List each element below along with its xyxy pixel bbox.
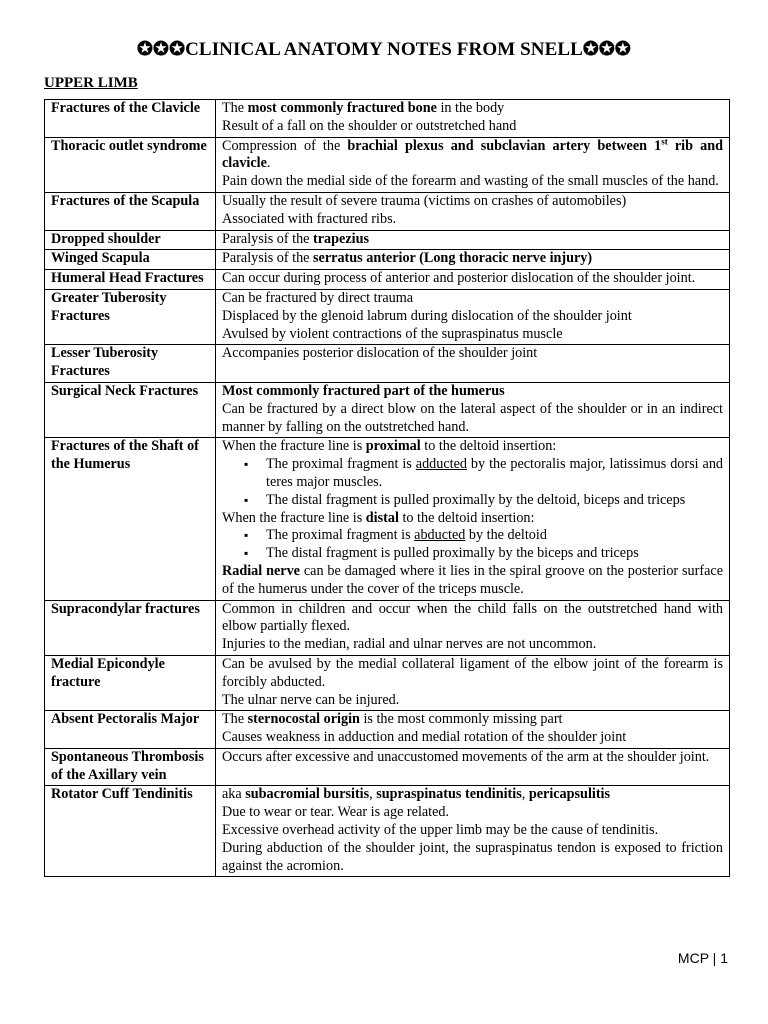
row-description <box>216 289 730 344</box>
text-segment: Paralysis of the <box>222 250 314 267</box>
text-segment: to the deltoid insertion: <box>398 509 535 526</box>
description-line <box>222 290 723 308</box>
footer-separator: | <box>712 950 717 966</box>
text-segment: The <box>222 711 248 728</box>
row-term: Fractures of the Shaft of the Humerus <box>45 438 216 600</box>
text-segment: Can occur during process of anterior and posterior dislocation of the shoulder joint. <box>222 270 696 287</box>
table-row <box>45 250 730 270</box>
description-line <box>222 100 723 118</box>
text-segment: Can be fractured by a direct blow on the lateral aspect of the shoulder or in an indirect manner by falling on the outstretched hand. <box>222 400 723 435</box>
description-line <box>222 636 723 654</box>
text-segment: When the fracture line is <box>222 438 366 455</box>
title-text: CLINICAL ANATOMY NOTES FROM SNELL <box>185 39 583 60</box>
bullet-list <box>222 456 723 509</box>
page-footer <box>678 950 728 966</box>
underlined-text: abducted <box>414 527 466 544</box>
emphasis-text: serratus anterior (Long thoracic nerve injury) <box>313 250 593 267</box>
row-description <box>216 192 730 230</box>
description-line <box>222 692 723 710</box>
table-row <box>45 345 730 383</box>
text-segment: Accompanies posterior dislocation of the shoulder joint <box>222 345 538 362</box>
text-segment: , <box>521 786 529 803</box>
row-term: Winged Scapula <box>45 250 216 270</box>
text-segment: The <box>222 100 248 116</box>
text-segment: by the deltoid <box>465 527 547 544</box>
description-line <box>222 840 723 876</box>
emphasis-text: trapezius <box>313 230 369 247</box>
table-row <box>45 748 730 786</box>
row-term: Medial Epicondyle fracture <box>45 655 216 710</box>
text-segment: , <box>369 786 377 803</box>
table-row <box>45 655 730 710</box>
text-segment: Causes weakness in adduction and medial rotation of the shoulder joint <box>222 729 627 746</box>
footer-label: MCP <box>677 950 709 966</box>
row-term: Surgical Neck Fractures <box>45 382 216 437</box>
description-line <box>222 438 723 456</box>
description-line <box>222 656 723 692</box>
emphasis-text: Most commonly fractured part of the humerus <box>222 382 505 399</box>
description-line <box>222 786 723 804</box>
description-line <box>222 383 723 401</box>
text-segment: . <box>266 155 271 172</box>
text-segment: can be damaged where it lies in the spiral groove on the posterior surface of the humerus under the cover of the triceps muscle. <box>222 562 723 597</box>
row-description <box>216 137 730 192</box>
emphasis-text: most commonly fractured bone <box>247 100 437 116</box>
text-segment: Can be fractured by direct trauma <box>222 289 414 306</box>
emphasis-text: rib and clavicle <box>222 137 723 172</box>
description-line <box>222 822 723 840</box>
text-segment: to the deltoid insertion: <box>420 438 557 455</box>
row-description <box>216 786 730 877</box>
row-term: Thoracic outlet syndrome <box>45 137 216 192</box>
row-description <box>216 655 730 710</box>
table-row <box>45 786 730 877</box>
bullet-item <box>266 456 723 492</box>
description-line <box>222 173 723 191</box>
text-segment: Avulsed by violent contractions of the supraspinatus muscle <box>222 325 563 342</box>
text-segment: Usually the result of severe trauma (victims on crashes of automobiles) <box>222 192 627 209</box>
text-segment: aka <box>222 786 246 803</box>
description-line <box>222 729 723 747</box>
text-segment: The distal fragment is pulled proximally by the biceps and triceps <box>266 545 639 562</box>
row-term: Humeral Head Fractures <box>45 270 216 290</box>
text-segment: During abduction of the shoulder joint, the supraspinatus tendon is exposed to friction against the acromion. <box>222 839 723 874</box>
bullet-item <box>266 527 723 545</box>
table-row <box>45 438 730 600</box>
description-line <box>222 193 723 211</box>
text-segment: Compression of the <box>222 137 348 154</box>
row-description <box>216 600 730 655</box>
text-segment: The proximal fragment is <box>266 527 415 544</box>
section-heading: UPPER LIMB <box>44 75 138 91</box>
row-description <box>216 438 730 600</box>
table-row <box>45 270 730 290</box>
row-description <box>216 230 730 250</box>
table-row <box>45 382 730 437</box>
text-segment: Common in children and occur when the child falls on the outstretched hand with elbow partially flexed. <box>222 600 723 635</box>
table-row <box>45 230 730 250</box>
table-row <box>45 137 730 192</box>
description-line <box>222 601 723 637</box>
description-line <box>222 231 723 249</box>
row-term: Rotator Cuff Tendinitis <box>45 786 216 877</box>
row-description <box>216 100 730 138</box>
table-row <box>45 192 730 230</box>
text-segment: Excessive overhead activity of the upper limb may be the cause of tendinitis. <box>222 822 659 839</box>
row-description <box>216 270 730 290</box>
row-term: Greater Tuberosity Fractures <box>45 289 216 344</box>
row-term: Lesser Tuberosity Fractures <box>45 345 216 383</box>
text-segment: When the fracture line is <box>222 509 366 526</box>
title-star-decoration: ✪✪✪ <box>137 39 186 60</box>
bullet-item <box>266 545 723 563</box>
description-line <box>222 401 723 437</box>
description-line <box>222 510 723 528</box>
emphasis-text: st <box>661 135 668 146</box>
text-segment: by the pectoralis major, latissimus dorsi and teres major muscles. <box>266 456 724 490</box>
row-term: Dropped shoulder <box>45 230 216 250</box>
page-number: 1 <box>720 950 728 966</box>
row-term: Absent Pectoralis Major <box>45 711 216 749</box>
text-segment: The distal fragment is pulled proximally by the deltoid, biceps and triceps <box>266 491 686 508</box>
description-line <box>222 135 723 174</box>
table-row <box>45 100 730 138</box>
row-description <box>216 250 730 270</box>
text-segment: Result of a fall on the shoulder or outstretched hand <box>222 117 517 134</box>
emphasis-text: distal <box>365 509 399 526</box>
description-line <box>222 326 723 344</box>
notes-table-body <box>45 100 730 877</box>
underlined-text: adducted <box>415 456 467 473</box>
text-segment: Injuries to the median, radial and ulnar nerves are not uncommon. <box>222 636 597 653</box>
description-line <box>222 118 723 136</box>
description-line <box>222 308 723 326</box>
row-description <box>216 345 730 383</box>
text-segment: The ulnar nerve can be injured. <box>222 691 400 708</box>
text-segment: Associated with fractured ribs. <box>222 210 397 227</box>
description-line <box>222 563 723 599</box>
text-segment: Paralysis of the <box>222 230 314 247</box>
text-segment: Can be avulsed by the medial collateral ligament of the elbow joint of the forearm is forcibly abducted. <box>222 655 723 690</box>
table-row <box>45 600 730 655</box>
title-star-decoration: ✪✪✪ <box>582 39 631 60</box>
text-segment: in the body <box>436 100 505 116</box>
text-segment: The proximal fragment is <box>266 456 416 473</box>
description-line <box>222 711 723 729</box>
text-segment: Displaced by the glenoid labrum during dislocation of the shoulder joint <box>222 307 632 324</box>
emphasis-text: brachial plexus and subclavian artery between 1 <box>347 137 662 154</box>
bullet-item <box>266 492 723 510</box>
text-segment: is the most commonly missing part <box>359 711 563 728</box>
row-term: Fractures of the Scapula <box>45 192 216 230</box>
emphasis-text: sternocostal origin <box>247 711 360 728</box>
emphasis-text: Radial nerve <box>222 562 300 579</box>
table-row <box>45 711 730 749</box>
text-segment: Occurs after excessive and unaccustomed movements of the arm at the shoulder joint. <box>222 748 710 765</box>
description-line <box>222 250 723 268</box>
page-title <box>0 38 768 61</box>
row-description <box>216 382 730 437</box>
row-description <box>216 711 730 749</box>
emphasis-text: pericapsulitis <box>528 786 611 803</box>
table-row <box>45 289 730 344</box>
text-segment: Due to wear or tear. Wear is age related. <box>222 804 450 821</box>
emphasis-text: subacromial bursitis <box>245 786 370 803</box>
row-description <box>216 748 730 786</box>
emphasis-text: supraspinatus tendinitis <box>376 786 522 803</box>
text-segment: Pain down the medial side of the forearm and wasting of the small muscles of the hand. <box>222 173 719 190</box>
description-line <box>222 270 723 288</box>
description-line <box>222 345 723 363</box>
row-term: Fractures of the Clavicle <box>45 100 216 138</box>
bullet-list <box>222 527 723 563</box>
notes-table <box>44 99 730 877</box>
description-line <box>222 749 723 767</box>
description-line <box>222 804 723 822</box>
emphasis-text: proximal <box>365 438 421 455</box>
description-line <box>222 211 723 229</box>
row-term: Supracondylar fractures <box>45 600 216 655</box>
row-term: Spontaneous Thrombosis of the Axillary vein <box>45 748 216 786</box>
